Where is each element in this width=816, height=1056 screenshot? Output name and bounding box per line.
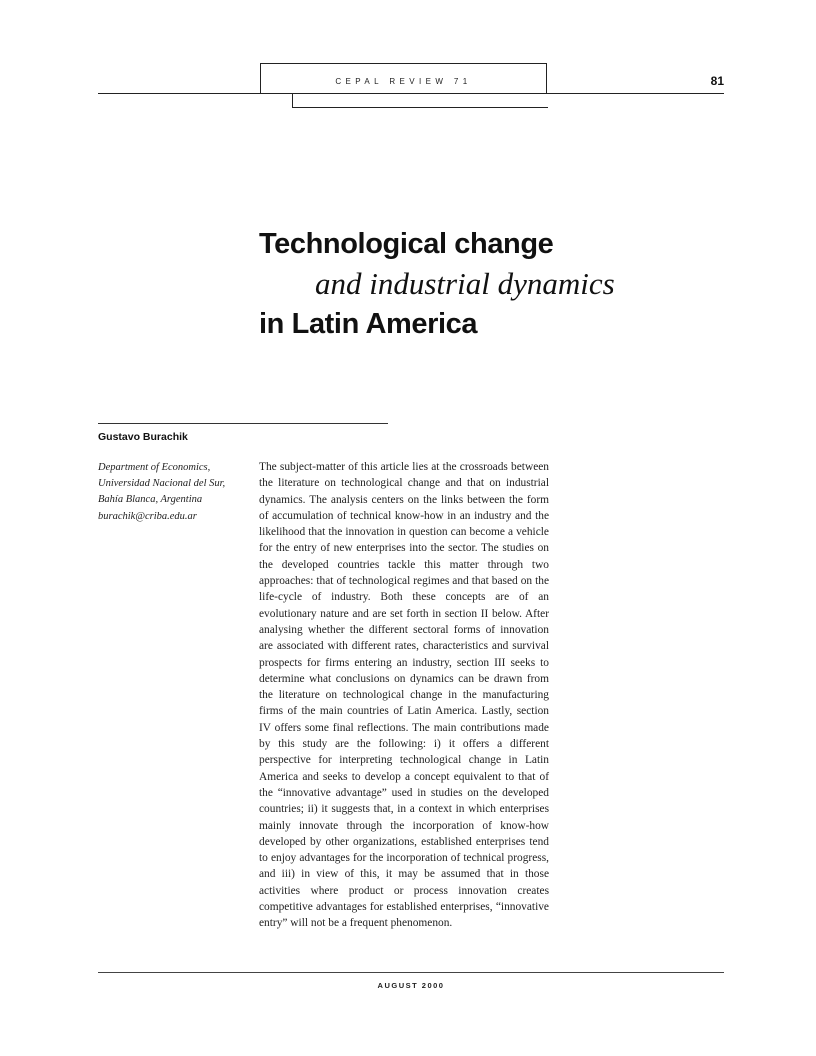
affiliation-line: Bahía Blanca, Argentina: [98, 494, 203, 506]
title-line-1: Technological change: [259, 228, 554, 260]
author-affiliation: [98, 460, 248, 525]
author-email: burachik@criba.edu.ar: [98, 510, 197, 522]
journal-name: CEPAL REVIEW 71: [335, 77, 472, 86]
affiliation-line: Universidad Nacional del Sur,: [98, 478, 226, 490]
page-number: 81: [710, 74, 724, 88]
footer-rule: [98, 972, 724, 973]
author-name: Gustavo Burachik: [98, 431, 188, 443]
abstract-text: The subject-matter of this article lies at the crossroads between the literature on technological change and that on industrial dynamics. The analysis centers on the links between the form of accumulation of technical know-how in an industry and the likelihood that the innovation in question can become a vehicle for the entry of new enterprises into the sector. The studies on the developed countries tackle this matter through two approaches: that of technological regimes and that based on the life-cycle of industry. Both these concepts are of an evolutionary nature and are set forth in section II below. After analysing whether the different sectoral forms of innovation are associated with different rates, characteristics and survival prospects for firms entering an industry, section III seeks to determine what conclusions on dynamics can be drawn from the literature on technological change in the manufacturing firms of the main countries of Latin America. Lastly, section IV offers some final reflections. The main contributions made by this study are the following: i) it offers a different perspective for interpreting technological change in Latin America and seeks to develop a concept equivalent to that of the “innovative advantage” used in studies on the developed countries; ii) it suggests that, in a context in which enterprises mainly innovate through the incorporation of know-how developed by other organizations, established enterprises tend to enjoy advantages for the incorporation of technical progress, and iii) in view of this, it may be assumed that in those activities where product or process innovation creates competitive advantages for established enterprises, “innovative entry” will not be a frequent phenomenon.: [259, 461, 549, 930]
article-title: [259, 224, 719, 344]
author-rule: [98, 423, 388, 424]
title-line-2: and industrial dynamics: [315, 266, 615, 301]
title-line-3: in Latin America: [259, 308, 478, 340]
issue-date: AUGUST 2000: [377, 981, 445, 990]
affiliation-line: Department of Economics,: [98, 462, 211, 473]
header-tab-decoration: [292, 94, 548, 108]
